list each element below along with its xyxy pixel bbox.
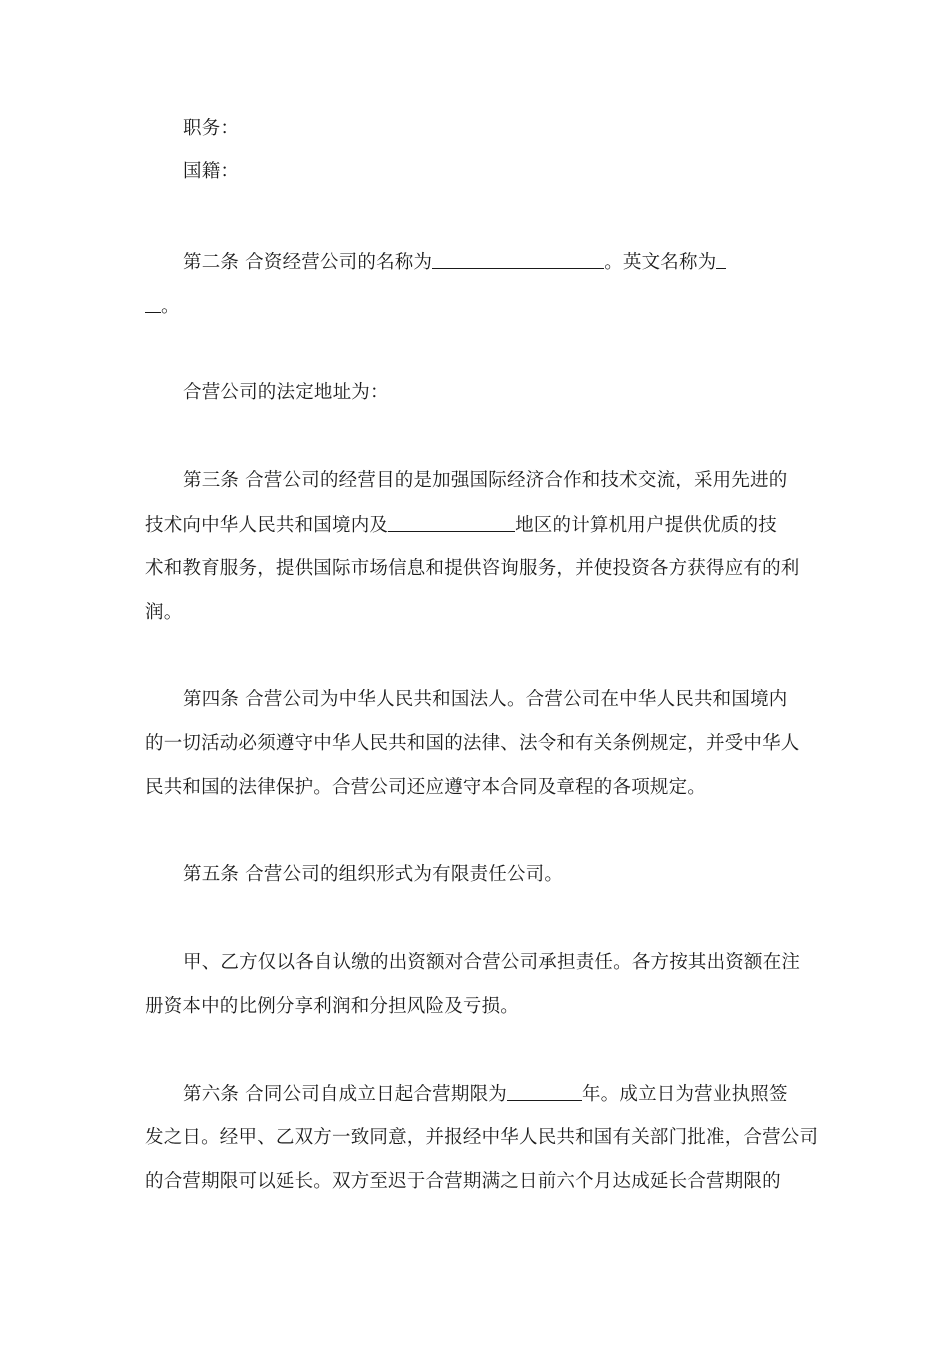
- position-field-label: 职务：: [183, 118, 240, 139]
- article-3-text-cont: 地区的计算机用户提供优质的技: [515, 515, 777, 536]
- english-name-blank-cont[interactable]: [145, 294, 161, 313]
- article-2-end: 。: [161, 296, 180, 317]
- article-6-line-3: 的合营期限可以延长。双方至迟于合营期满之日前六个月达成延长合营期限的: [145, 1171, 781, 1192]
- liability-line-1: 甲、乙方仅以各自认缴的出资额对合营公司承担责任。各方按其出资额在注: [183, 952, 801, 973]
- liability-line-2: 册资本中的比例分享利润和分担风险及亏损。: [145, 996, 520, 1017]
- article-3-line-3: 术和教育服务，提供国际市场信息和提供咨询服务，并使投资各方获得应有的利: [145, 558, 800, 579]
- article-3-text: 技术向中华人民共和国境内及: [145, 515, 389, 536]
- region-blank[interactable]: [388, 513, 515, 532]
- article-3-line-4: 润。: [145, 602, 183, 623]
- article-2-text-english: 。英文名称为: [604, 252, 717, 273]
- article-6-text: 第六条 合同公司自成立日起合营期限为: [183, 1084, 507, 1105]
- article-6-line-1: [183, 1082, 788, 1107]
- article-6-text-cont: 年。成立日为营业执照签: [581, 1084, 788, 1105]
- article-2-text: 第二条 合资经营公司的名称为: [183, 252, 433, 273]
- article-5-line-1: 第五条 合营公司的组织形式为有限责任公司。: [183, 864, 564, 885]
- article-3-line-2: [145, 513, 777, 538]
- article-2-line-1: [183, 250, 726, 275]
- article-3-line-1: 第三条 合营公司的经营目的是加强国际经济合作和技术交流，采用先进的: [183, 470, 788, 491]
- nationality-field-label: 国籍：: [183, 161, 240, 182]
- article-6-line-2: 发之日。经甲、乙双方一致同意，并报经中华人民共和国有关部门批准，合营公司: [145, 1127, 819, 1148]
- article-4-line-1: 第四条 合营公司为中华人民共和国法人。合营公司在中华人民共和国境内: [183, 689, 788, 710]
- english-name-blank[interactable]: [716, 250, 726, 269]
- article-4-line-2: 的一切活动必须遵守中华人民共和国的法律、法令和有关条例规定，并受中华人: [145, 733, 800, 754]
- legal-address-label: 合营公司的法定地址为：: [183, 382, 389, 403]
- term-years-blank[interactable]: [507, 1082, 582, 1101]
- article-2-line-2: [145, 294, 180, 319]
- company-name-blank[interactable]: [432, 250, 604, 269]
- article-4-line-3: 民共和国的法律保护。合营公司还应遵守本合同及章程的各项规定。: [145, 777, 707, 798]
